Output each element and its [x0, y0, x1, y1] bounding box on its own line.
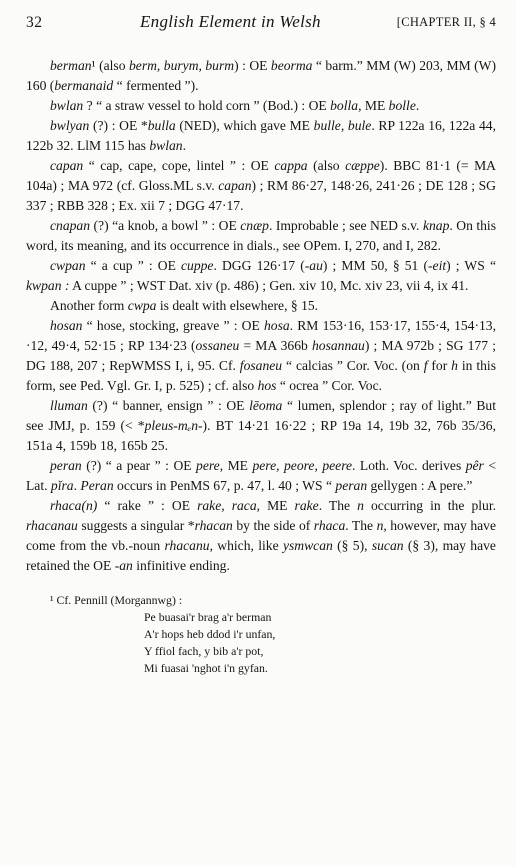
entry-peran: peran (?) “ a pear ” : OE pere, ME pere, peore, peere. Loth. Voc. derives pêr < Lat. pĭra. Peran occurs in PenMS 67, p. 47, l. 40 ; WS “ peran gellygen : A pere.” — [26, 458, 496, 493]
entry-berman: berman¹ (also berm, burym, burm) : OE beorma “ barm.” MM (W) 203, MM (W) 160 (bermanaid “ fermented ”). — [26, 58, 497, 93]
footnote-intro: ¹ Cf. Pennill (Morgannwg) : — [50, 593, 183, 607]
page-number: 32 — [26, 14, 43, 31]
entry-cnapan: cnapan (?) “a knob, a bowl ” : OE cnæp. Improbable ; see NED s.v. knap. On this word, its meaning, and its occurrence in dials., see OPem. I, 270, and I, 282. — [26, 218, 496, 253]
verse-line: Y ffiol fach, y bib a'r pot, — [144, 644, 264, 658]
entry-lluman: lluman (?) “ banner, ensign ” : OE lēoma “ lumen, splendor ; ray of light.” But see JMJ, p. 159 (< *pleus-mₑn-). BT 14·21 16·22 ; RP 19a 14, 19b 32, 76b 35/36, 151a 4, 159b 18, 165b 25. — [26, 398, 496, 453]
running-header — [26, 10, 496, 36]
book-page — [26, 10, 496, 677]
footnote-verse — [144, 609, 496, 677]
entry-hosan: hosan “ hose, stocking, greave ” : OE hosa. RM 153·16, 153·17, 155·4, 154·13, ·12, 49·4, 52·15 ; RP 134·23 (ossaneu = MA 366b hosannau) ; MA 972b ; SG 177 ; DG 188, 207 ; RepWMSS I, i, 95. Cf. fosaneu “ calcias ” Cor. Voc. (on f for h in this form, see Ped. Vgl. Gr. I, p. 525) ; cf. also hos “ ocrea ” Cor. Voc. — [26, 318, 497, 393]
footnote — [26, 592, 496, 677]
verse-line: Pe buasai'r brag a'r berman — [144, 610, 272, 624]
entry-cwpa-note: Another form cwpa is dealt with elsewhere, § 15. — [50, 298, 319, 313]
verse-line: Mi fuasai 'nghot i'n gyfan. — [144, 661, 268, 675]
entry-rhaca: rhaca(n) “ rake ” : OE rake, raca, ME rake. The n occurring in the plur. rhacanau suggests a singular *rhacan by the side of rhaca. The n, however, may have come from the vb.-noun rhacanu, which, like ysmwcan (§ 5), sucan (§ 3), may have retained the OE -an infinitive ending. — [26, 498, 496, 573]
entry-cwpan: cwpan “ a cup ” : OE cuppe. DGG 126·17 (-au) ; MM 50, § 51 (-eit) ; WS “ kwpan : A cuppe ” ; WST Dat. xiv (p. 486) ; Gen. xiv 10, Mc. xiv 23, vii 4, ix 41. — [26, 258, 496, 293]
verse-line: A'r hops heb ddod i'r unfan, — [144, 627, 276, 641]
chapter-reference: [CHAPTER II, § 4 — [396, 15, 496, 29]
entry-bwlan: bwlan ? “ a straw vessel to hold corn ” (Bod.) : OE bolla, ME bolle. — [50, 98, 420, 113]
entry-capan: capan “ cap, cape, cope, lintel ” : OE cappa (also cæppe). BBC 81·1 (= MA 104a) ; MA 972 (cf. Gloss.ML s.v. capan) ; RM 86·27, 148·26, 241·26 ; DE 128 ; SG 337 ; RBB 328 ; Ex. xii 7 ; DGG 47·17. — [26, 158, 496, 213]
body-text — [26, 56, 496, 576]
entry-bwlyan: bwlyan (?) : OE *bulla (NED), which gave ME bulle, bule. RP 122a 16, 122a 44, 122b 32. LlM 115 has bwlan. — [26, 118, 496, 153]
running-title: English Element in Welsh — [140, 12, 321, 31]
